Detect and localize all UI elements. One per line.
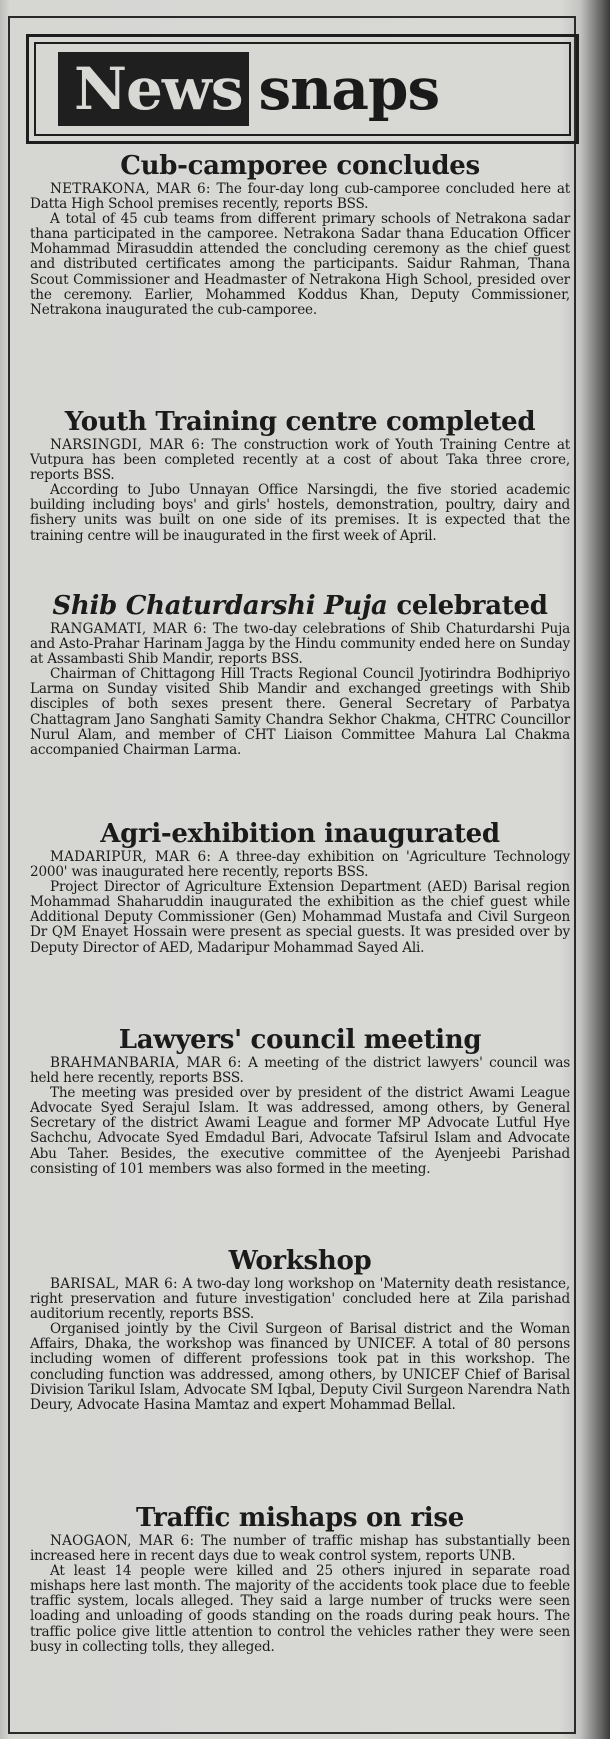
masthead-snaps-word: snaps	[258, 55, 440, 123]
masthead-news-word: News	[58, 52, 249, 126]
lead-text: A meeting of the district lawyers' council was held here recently, reports BSS.	[30, 1055, 570, 1087]
headline-italic-part: Shib Chaturdarshi Puja	[52, 591, 388, 621]
article-lead	[30, 438, 570, 483]
article-body	[30, 1277, 570, 1413]
dateline: NAOGAON, MAR 6:	[50, 1533, 195, 1549]
article-headline	[30, 590, 570, 622]
article-workshop	[30, 1245, 570, 1413]
lead-text: The four-day long cub-camporee concluded here at Datta High School premises recently, reports BSS.	[30, 181, 570, 213]
article-headline: Lawyers' council meeting	[118, 1025, 482, 1055]
dateline: BARISAL, MAR 6:	[50, 1276, 178, 1292]
article-headline: Agri-exhibition inaugurated	[100, 819, 500, 849]
lead-text: A three-day exhibition on 'Agriculture Technology 2000' was inaugurated here recently, reports BSS.	[30, 849, 570, 881]
article-body	[30, 1534, 570, 1655]
article-agri-exhibition	[30, 818, 570, 956]
masthead-inner-border	[34, 42, 571, 136]
article-paragraph: According to Jubo Unnayan Office Narsingdi, the five storied academic building including boys' and girls' hostels, demonstration, poultry, dairy and fishery units was built on one side of its premises. It is expected that the training centre will be inaugurated in the first week of April.	[30, 482, 570, 544]
article-headline: Traffic mishaps on rise	[136, 1503, 464, 1533]
dateline: NETRAKONA, MAR 6:	[50, 181, 211, 197]
article-traffic-mishaps	[30, 1502, 570, 1655]
masthead	[26, 34, 579, 144]
article-paragraph: The meeting was presided over by president of the district Awami League Advocate Syed Serajul Islam. It was addressed, among others, by General Secretary of the district Awami League and former MP Advocate Lutful Hye Sachchu, Advocate Syed Emdadul Bari, Advocate Tafsirul Islam and Advocate Abu Taher. Besides, the executive committee of the Ayenjeebi Parishad consisting of 101 members was also formed in the meeting.	[30, 1085, 570, 1177]
article-paragraph: Project Director of Agriculture Extension Department (AED) Barisal region Mohammad Shaharuddin inaugurated the exhibition as the chief guest while Additional Deputy Commissioner (Gen) Mohammad Mustafa and Civil Surgeon Dr QM Enayet Hossain were present as special guests. It was presided over by Deputy Director of AED, Madaripur Mohammad Sayed Ali.	[30, 879, 570, 956]
article-lawyers-council	[30, 1024, 570, 1177]
dateline: MADARIPUR, MAR 6:	[50, 849, 212, 865]
article-body	[30, 438, 570, 544]
article-shib-puja	[30, 590, 570, 758]
article-body	[30, 622, 570, 758]
article-lead	[30, 1056, 570, 1086]
article-body	[30, 1056, 570, 1177]
article-body	[30, 850, 570, 956]
article-headline: Workshop	[228, 1246, 372, 1276]
article-headline: Cub-camporee concludes	[120, 151, 480, 181]
article-youth-training	[30, 406, 570, 544]
article-body	[30, 182, 570, 318]
article-lead	[30, 1534, 570, 1564]
dateline: BRAHMANBARIA, MAR 6:	[50, 1055, 242, 1071]
article-paragraph: At least 14 people were killed and 25 others injured in separate road mishaps here last month. The majority of the accidents took place due to feeble traffic system, locals alleged. They said a large number of trucks were seen loading and unloading of goods standing on the roads during peak hours. The traffic police give little attention to control the vehicles rather they were seen busy in collecting tolls, they alleged.	[30, 1563, 570, 1655]
lead-text: The number of traffic mishap has substantially been increased here in recent days due to weak control system, reports UNB.	[30, 1533, 571, 1565]
article-lead	[30, 622, 570, 667]
article-lead	[30, 1277, 570, 1322]
article-paragraph: Chairman of Chittagong Hill Tracts Regional Council Jyotirindra Bodhipriyo Larma on Sunday visited Shib Mandir and exchanged greetings with Shib disciples of both sexes present there. General Secretary of Parbatya Chattagram Jano Sanghati Samity Chandra Sekhor Chakma, CHTRC Councillor Nurul Alam, and member of CHT Liaison Committee Mahura Lal Chakma accompanied Chairman Larma.	[30, 666, 570, 758]
lead-text: The two-day celebrations of Shib Chaturdarshi Puja and Asto-Prahar Harinam Jagga by the Hindu community ended here on Sunday at Assambasti Shib Mandir, reports BSS.	[30, 621, 570, 668]
lead-text: The construction work of Youth Training Centre at Vutpura has been completed recently at a cost of about Taka three crore, reports BSS.	[30, 437, 570, 484]
article-cub-camporee	[30, 150, 570, 318]
article-paragraph: Organised jointly by the Civil Surgeon of Barisal district and the Woman Affairs, Dhaka, the workshop was financed by UNICEF. A total of 80 persons including women of different professions took pat in this workshop. The concluding function was addressed, among others, by UNICEF Chief of Barisal Division Tarikul Islam, Advocate SM Iqbal, Deputy Civil Surgeon Narendra Nath Deury, Advocate Hasina Mamtaz and expert Mohammad Bellal.	[30, 1321, 570, 1413]
article-paragraph: A total of 45 cub teams from different primary schools of Netrakona sadar thana participated in the camporee. Netrakona Sadar thana Education Officer Mohammad Mirasuddin attended the concluding ceremony as the chief guest and distributed certificates among the participants. Saidur Rahman, Thana Scout Commissioner and Headmaster of Netrakona High School, presided over the ceremony. Earlier, Mohammed Koddus Khan, Deputy Commissioner, Netrakona inaugurated the cub-camporee.	[30, 211, 570, 318]
article-lead	[30, 182, 570, 212]
article-lead	[30, 850, 570, 880]
lead-text: A two-day long workshop on 'Maternity death resistance, right preservation and future investigation' concluded here at Zila parishad auditorium recently, reports BSS.	[30, 1276, 571, 1323]
dateline: RANGAMATI, MAR 6:	[50, 621, 207, 637]
article-headline: Youth Training centre completed	[64, 407, 536, 437]
dateline: NARSINGDI, MAR 6:	[50, 437, 205, 453]
headline-rest: celebrated	[396, 591, 548, 621]
